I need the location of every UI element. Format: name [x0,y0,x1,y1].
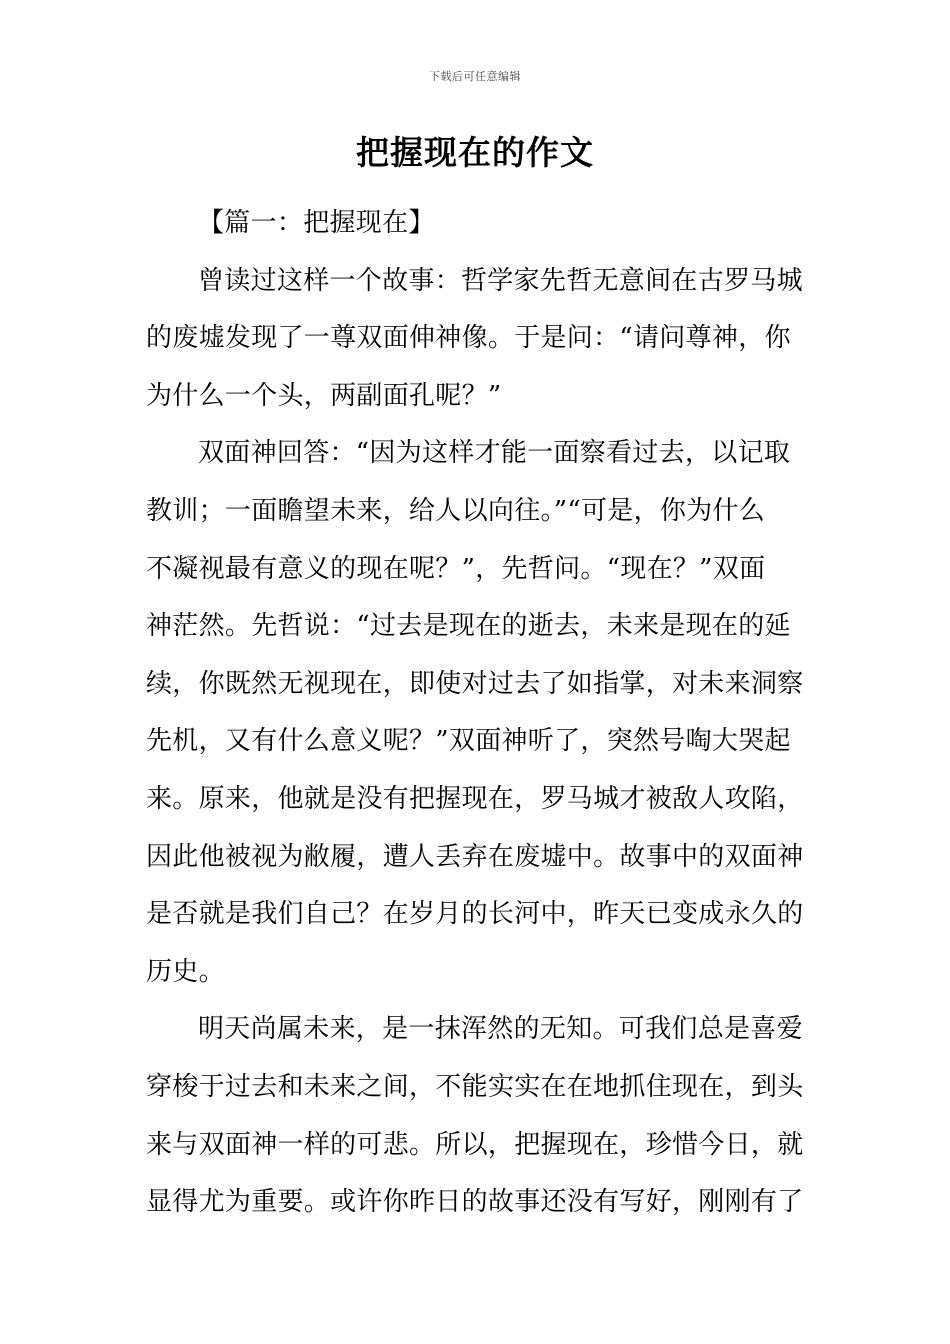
document-body [146,195,806,1232]
paragraph-1: 曾读过这样一个故事：哲学家先哲无意间在古罗马城 的废墟发现了一尊双面伸神像。于是问：“请问尊神，你 为什么一个头，两副面孔呢？” [146,265,803,411]
section-heading: 【篇一：把握现在】 [198,208,435,238]
paragraph-3: 明天尚属未来，是一抹浑然的无知。可我们总是喜爱 穿梭于过去和未来之间，不能实实在在地抓住现在，到头 来与双面神一样的可悲。所以，把握现在，珍惜今日，就 显得尤为重要。或许你昨日的故事还没有写好，刚刚有了 [146,1014,804,1218]
document-title: 把握现在的作文 [356,133,594,172]
header-note: 下载后可任意编辑 [429,70,521,83]
paragraph-2: 双面神回答：“因为这样才能一面察看过去，以记取 教训；一面瞻望未来，给人以向往。”“可是，你为什么 不凝视最有意义的现在呢？”，先哲问。“现在？”双面 神茫然。先哲说：“过去是现在的逝去，未来是现在的延 续，你既然无视现在，即使对过去了如指掌，对未来洞察 先机，又有什么意义呢？”双面神听了，突然号啕大哭起 来。原来，他就是没有把握现在，罗马城才被敌人攻陷， 因此他被视为敝履，遭人丢弃在废墟中。故事中的双面神 是否就是我们自己？在岁月的长河中，昨天已变成永久的 历史。 [146,438,804,987]
